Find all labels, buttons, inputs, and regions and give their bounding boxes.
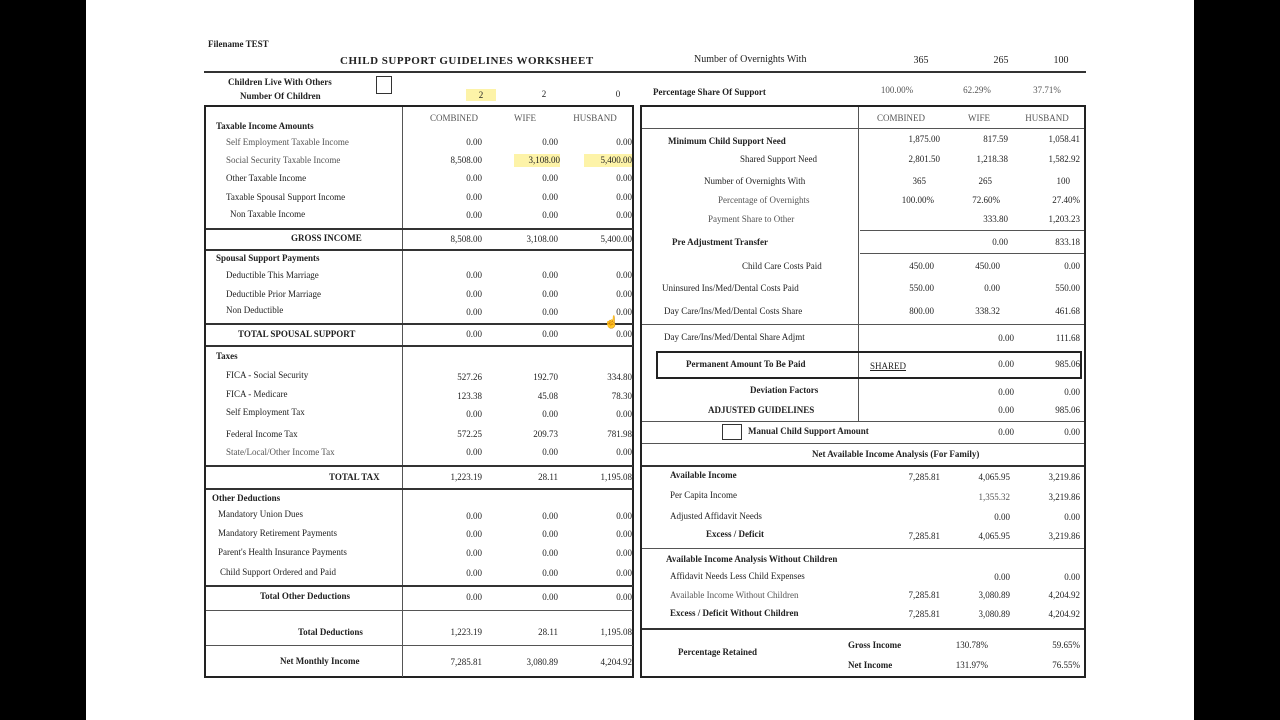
children-count-wife: 2 [541,89,547,99]
children-count-husband: 0 [615,89,621,99]
total-tax-combined: 1,223.19 [450,472,482,482]
child-care-costs-husband: 0.00 [1064,261,1080,271]
fica-medicare-wife: 45.08 [537,391,558,401]
tax-rule-top [206,465,633,467]
fica-social-security-husband: 334.80 [607,372,632,382]
affidavit-needs-less-label: Affidavit Needs Less Child Expenses [670,571,805,581]
permanent-amount-label: Permanent Amount To Be Paid [686,359,806,369]
uninsured-costs-combined: 550.00 [909,283,934,293]
payment-share-wife: 333.80 [983,214,1008,224]
gross-income-husband: 5,400.00 [600,234,632,244]
left-col-husband: HUSBAND [573,113,617,123]
spousal-rule-bottom [206,345,633,347]
manual-child-support-husband: 0.00 [1064,427,1080,437]
net-income-retained-wife: 131.97% [955,660,988,670]
right-overnights-combined: 365 [912,176,926,186]
available-income-label: Available Income [670,470,737,480]
excess-deficit-husband: 3,219.86 [1048,531,1080,541]
daycare-rule [642,324,1084,325]
taxable-spousal-income-husband: 0.00 [616,192,632,202]
social-security-income-wife: 3,108.00 [514,154,560,167]
other-taxable-income-combined: 0.00 [466,173,482,183]
self-employment-tax-label: Self Employment Tax [226,407,305,417]
pct-share-combined: 100.00% [880,85,914,95]
pre-adjustment-transfer-wife: 0.00 [992,237,1008,247]
gross-income-retained-wife: 130.78% [955,640,988,650]
total-deductions-combined: 1,223.19 [450,627,482,637]
total-tax-husband: 1,195.08 [600,472,632,482]
children-live-with-others-checkbox[interactable] [376,76,392,94]
total-spousal-support-wife: 0.00 [542,329,558,339]
excess-without-children-label: Excess / Deficit Without Children [670,608,799,618]
total-tax-label: TOTAL TAX [329,472,380,482]
health-insurance-husband: 0.00 [616,548,632,558]
social-security-income-combined: 8,508.00 [450,155,482,165]
fica-medicare-label: FICA - Medicare [226,389,288,399]
self-employment-tax-combined: 0.00 [466,409,482,419]
deductible-prior-marriage-husband: 0.00 [616,289,632,299]
fica-social-security-label: FICA - Social Security [226,370,309,380]
pct-share-label: Percentage Share Of Support [653,87,766,97]
health-insurance-label: Parent's Health Insurance Payments [218,547,347,557]
excess-without-children-wife: 3,080.89 [978,609,1010,619]
child-support-ordered-label: Child Support Ordered and Paid [220,567,336,577]
affidavit-needs-less-husband: 0.00 [1064,572,1080,582]
avail-without-children-combined: 7,285.81 [908,590,940,600]
daycare-costs-share-wife: 338.32 [975,306,1000,316]
total-deductions-label: Total Deductions [298,627,363,637]
net-monthly-income-combined: 7,285.81 [450,657,482,667]
worksheet-page [86,0,1194,720]
deductible-prior-marriage-label: Deductible Prior Marriage [226,289,321,299]
excess-rule [642,548,1084,549]
self-employment-income-husband: 0.00 [616,137,632,147]
right-overnights-label: Number of Overnights With [704,176,806,186]
avail-without-children-wife: 3,080.89 [978,590,1010,600]
deductible-this-marriage-label: Deductible This Marriage [226,270,319,280]
uninsured-costs-wife: 0.00 [984,283,1000,293]
state-local-tax-label: State/Local/Other Income Tax [226,447,335,457]
overnights-header-label: Number of Overnights With [694,54,807,65]
state-local-tax-combined: 0.00 [466,447,482,457]
manual-child-support-label: Manual Child Support Amount [748,426,869,436]
min-child-support-need-husband: 1,058.41 [1048,134,1080,144]
union-dues-combined: 0.00 [466,511,482,521]
health-insurance-wife: 0.00 [542,548,558,558]
avail-without-children-label: Available Income Without Children [670,590,799,600]
adjusted-guidelines-wife: 0.00 [998,405,1014,415]
federal-income-tax-wife: 209.73 [533,429,558,439]
without-children-rule [642,628,1084,630]
federal-income-tax-husband: 781.98 [607,429,632,439]
permanent-amount-wife: 0.00 [998,359,1014,369]
other-taxable-income-label: Other Taxable Income [226,173,307,183]
daycare-share-adjustment-label: Day Care/Ins/Med/Dental Share Adjmt [664,332,805,342]
pct-overnights-wife: 72.60% [972,195,1000,205]
non-taxable-income-combined: 0.00 [466,210,482,220]
pre-adjust-rule-bottom [860,253,1084,254]
uninsured-costs-husband: 550.00 [1055,283,1080,293]
child-support-ordered-combined: 0.00 [466,568,482,578]
avail-without-children-husband: 4,204.92 [1048,590,1080,600]
excess-without-children-combined: 7,285.81 [908,609,940,619]
child-support-ordered-husband: 0.00 [616,568,632,578]
non-deductible-wife: 0.00 [542,307,558,317]
payment-share-husband: 1,203.23 [1048,214,1080,224]
self-employment-income-label: Self Employment Taxable Income [226,137,349,147]
total-other-deductions-label: Total Other Deductions [260,591,351,601]
non-taxable-income-wife: 0.00 [542,210,558,220]
other-taxable-income-wife: 0.00 [542,173,558,183]
fica-medicare-combined: 123.38 [457,391,482,401]
taxable-spousal-income-wife: 0.00 [542,192,558,202]
adjusted-affidavit-needs-wife: 0.00 [994,512,1010,522]
available-income-husband: 3,219.86 [1048,472,1080,482]
right-overnights-husband: 100 [1056,176,1070,186]
gross-income-retained-husband: 59.65% [1052,640,1080,650]
state-local-tax-wife: 0.00 [542,447,558,457]
daycare-share-adjustment-wife: 0.00 [998,333,1014,343]
shared-support-need-label: Shared Support Need [740,154,817,164]
uninsured-costs-label: Uninsured Ins/Med/Dental Costs Paid [662,283,799,293]
min-child-support-need-combined: 1,875.00 [908,134,940,144]
affidavit-needs-less-wife: 0.00 [994,572,1010,582]
other-rule-bottom [206,610,633,611]
manual-rule [642,443,1084,444]
overnights-husband: 100 [1053,55,1069,66]
other-deductions-header: Other Deductions [212,493,281,503]
adjusted-guidelines-label: ADJUSTED GUIDELINES [708,405,815,415]
permanent-amount-type: SHARED [870,361,907,371]
social-security-income-husband: 5,400.00 [584,154,632,167]
number-of-children-label: Number Of Children [240,91,321,101]
right-header-rule [642,128,1084,129]
excess-deficit-combined: 7,285.81 [908,531,940,541]
pct-share-wife: 62.29% [963,85,991,95]
non-taxable-income-label: Non Taxable Income [230,209,306,219]
retirement-payments-husband: 0.00 [616,529,632,539]
tax-rule-bottom [206,488,633,490]
gross-income-rule-bottom [206,249,633,251]
without-children-header: Available Income Analysis Without Children [666,554,838,564]
payment-share-label: Payment Share to Other [708,214,795,224]
gross-income-combined: 8,508.00 [450,234,482,244]
page-title: CHILD SUPPORT GUIDELINES WORKSHEET [340,55,594,67]
right-col-combined: COMBINED [876,113,925,123]
total-other-deductions-husband: 0.00 [616,592,632,602]
header-rule [204,71,1086,73]
gross-income-retained-label: Gross Income [848,640,902,650]
net-monthly-income-wife: 3,080.89 [526,657,558,667]
min-child-support-need-label: Minimum Child Support Need [668,136,786,146]
deductions-rule [206,645,633,646]
self-employment-income-combined: 0.00 [466,137,482,147]
deductible-this-marriage-husband: 0.00 [616,270,632,280]
per-capita-income-husband: 3,219.86 [1048,492,1080,502]
non-taxable-income-husband: 0.00 [616,210,632,220]
adjusted-affidavit-needs-husband: 0.00 [1064,512,1080,522]
mouse-cursor-icon: ☝ [604,315,619,329]
total-spousal-support-husband: 0.00 [616,329,632,339]
adjusted-rule [642,421,1084,422]
shared-support-need-husband: 1,582.92 [1048,154,1080,164]
retirement-payments-label: Mandatory Retirement Payments [218,528,337,538]
shared-support-need-wife: 1,218.38 [976,154,1008,164]
pct-share-husband: 37.71% [1033,85,1061,95]
deductible-prior-marriage-combined: 0.00 [466,289,482,299]
net-monthly-income-label: Net Monthly Income [280,656,360,666]
manual-child-support-checkbox[interactable] [722,424,742,440]
health-insurance-combined: 0.00 [466,548,482,558]
filename-label: Filename TEST [208,39,269,49]
per-capita-income-label: Per Capita Income [670,490,737,500]
left-col-wife: WIFE [514,113,536,123]
min-child-support-need-wife: 817.59 [983,134,1008,144]
children-live-with-others-label: Children Live With Others [228,77,332,87]
total-deductions-wife: 28.11 [538,627,558,637]
adjusted-guidelines-husband: 985.06 [1055,405,1080,415]
fica-medicare-husband: 78.30 [611,391,632,401]
union-dues-wife: 0.00 [542,511,558,521]
deductible-prior-marriage-wife: 0.00 [542,289,558,299]
deviation-factors-husband: 0.00 [1064,387,1080,397]
percentage-retained-label: Percentage Retained [678,647,758,657]
pre-adjustment-transfer-label: Pre Adjustment Transfer [672,237,768,247]
child-care-costs-label: Child Care Costs Paid [742,261,822,271]
excess-deficit-wife: 4,065.95 [978,531,1010,541]
net-income-analysis-header: Net Available Income Analysis (For Family) [812,449,980,459]
excess-deficit-label: Excess / Deficit [706,529,764,539]
non-deductible-label: Non Deductible [226,305,284,315]
spousal-support-header: Spousal Support Payments [216,253,320,263]
right-overnights-wife: 265 [978,176,992,186]
per-capita-income-wife: 1,355.32 [978,492,1010,502]
child-care-costs-combined: 450.00 [909,261,934,271]
right-col-wife: WIFE [968,113,990,123]
net-income-retained-label: Net Income [848,660,893,670]
deviation-factors-label: Deviation Factors [750,385,819,395]
other-rule-top [206,585,633,587]
gross-income-rule-top [206,228,633,230]
pct-overnights-combined: 100.00% [901,195,934,205]
net-income-retained-husband: 76.55% [1052,660,1080,670]
federal-income-tax-label: Federal Income Tax [226,429,298,439]
daycare-costs-share-husband: 461.68 [1055,306,1080,316]
fica-social-security-wife: 192.70 [533,372,558,382]
excess-without-children-husband: 4,204.92 [1048,609,1080,619]
gross-income-label: GROSS INCOME [291,233,362,243]
taxable-spousal-income-label: Taxable Spousal Support Income [226,192,346,202]
available-income-combined: 7,285.81 [908,472,940,482]
net-monthly-income-husband: 4,204.92 [600,657,632,667]
right-col-husband: HUSBAND [1025,113,1069,123]
daycare-costs-share-label: Day Care/Ins/Med/Dental Costs Share [664,306,803,316]
total-deductions-husband: 1,195.08 [600,627,632,637]
child-support-ordered-wife: 0.00 [542,568,558,578]
other-taxable-income-husband: 0.00 [616,173,632,183]
permanent-amount-husband: 985.06 [1055,359,1080,369]
children-count-combined: 2 [466,89,496,101]
overnights-combined: 365 [913,55,929,66]
left-divider [402,107,403,677]
total-spousal-support-combined: 0.00 [466,329,482,339]
taxable-spousal-income-combined: 0.00 [466,192,482,202]
gross-income-wife: 3,108.00 [526,234,558,244]
self-employment-tax-husband: 0.00 [616,409,632,419]
pre-adjustment-transfer-husband: 833.18 [1055,237,1080,247]
daycare-costs-share-combined: 800.00 [909,306,934,316]
deviation-factors-wife: 0.00 [998,387,1014,397]
shared-support-need-combined: 2,801.50 [908,154,940,164]
total-other-deductions-wife: 0.00 [542,592,558,602]
pct-overnights-husband: 27.40% [1052,195,1080,205]
pct-overnights-label: Percentage of Overnights [718,195,810,205]
retirement-payments-combined: 0.00 [466,529,482,539]
available-income-wife: 4,065.95 [978,472,1010,482]
deductible-this-marriage-combined: 0.00 [466,270,482,280]
pre-adjust-rule-top [860,230,1084,231]
daycare-share-adjustment-husband: 111.68 [1055,333,1080,343]
non-deductible-combined: 0.00 [466,307,482,317]
left-col-combined: COMBINED [429,113,478,123]
union-dues-husband: 0.00 [616,511,632,521]
overnights-wife: 265 [993,55,1009,66]
manual-child-support-wife: 0.00 [998,427,1014,437]
self-employment-income-wife: 0.00 [542,137,558,147]
fica-social-security-combined: 527.26 [457,372,482,382]
taxable-income-header: Taxable Income Amounts [216,121,314,131]
total-spousal-support-label: TOTAL SPOUSAL SUPPORT [238,329,356,339]
total-other-deductions-combined: 0.00 [466,592,482,602]
taxes-header: Taxes [216,351,238,361]
spousal-rule-top [206,323,633,325]
child-care-costs-wife: 450.00 [975,261,1000,271]
retirement-payments-wife: 0.00 [542,529,558,539]
federal-income-tax-combined: 572.25 [457,429,482,439]
deductible-this-marriage-wife: 0.00 [542,270,558,280]
net-analysis-rule [642,465,1084,467]
self-employment-tax-wife: 0.00 [542,409,558,419]
non-deductible-husband: 0.00 [616,307,632,317]
adjusted-affidavit-needs-label: Adjusted Affidavit Needs [670,511,762,521]
state-local-tax-husband: 0.00 [616,447,632,457]
union-dues-label: Mandatory Union Dues [218,509,303,519]
social-security-income-label: Social Security Taxable Income [226,155,341,165]
total-tax-wife: 28.11 [538,472,558,482]
